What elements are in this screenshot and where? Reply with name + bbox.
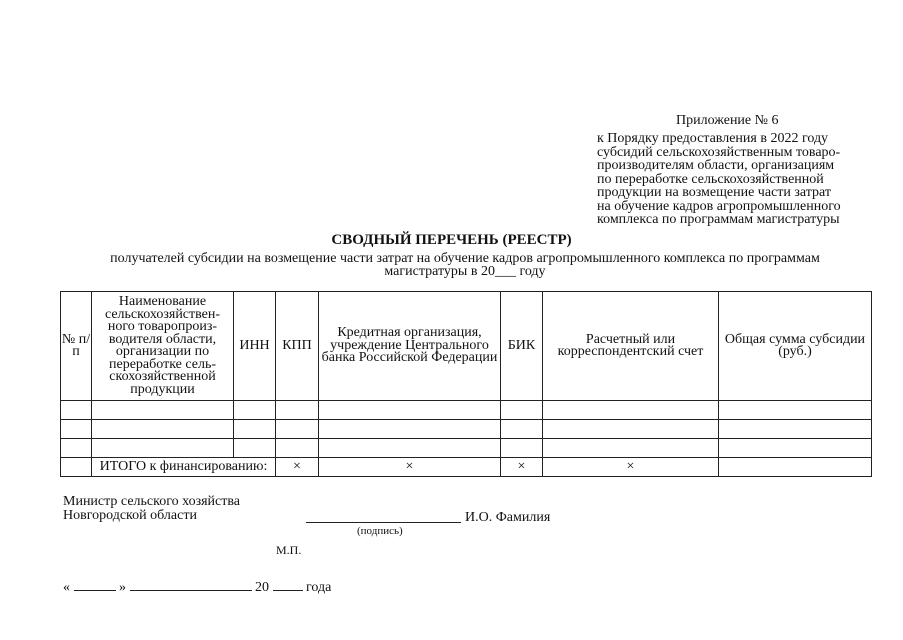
signatory-name: И.О. Фамилия <box>465 510 551 525</box>
total-value <box>719 458 872 477</box>
cross-mark: × <box>543 458 719 477</box>
registry-table <box>60 291 872 477</box>
total-row <box>61 458 872 477</box>
appendix-line: производителям области, организациям <box>597 158 835 173</box>
position-line: Министр сельского хозяйства <box>63 494 240 509</box>
stamp-label: М.П. <box>276 543 302 557</box>
header-kpp: КПП <box>276 292 319 401</box>
header-bik: БИК <box>501 292 543 401</box>
year-suffix: года <box>306 580 332 595</box>
header-inn: ИНН <box>234 292 276 401</box>
table-row <box>61 401 872 420</box>
date-row <box>63 578 331 596</box>
appendix-line: субсидий сельскохозяйственным товаро- <box>597 144 841 160</box>
month-blank <box>130 578 252 591</box>
day-blank <box>74 578 116 591</box>
cross-mark: × <box>319 458 501 477</box>
table-row <box>61 420 872 439</box>
header-account: Расчетный или корреспондентский счет <box>543 292 719 401</box>
appendix-line: продукции на возмещение части затрат <box>597 185 832 200</box>
position-line: Новгородской области <box>63 508 197 523</box>
appendix-title: Приложение № 6 <box>676 113 779 128</box>
open-quote: « <box>63 580 70 595</box>
header-number: № п/п <box>61 292 92 401</box>
table-row <box>61 439 872 458</box>
total-label: ИТОГО к финансированию: <box>92 458 276 477</box>
appendix-text <box>597 132 887 227</box>
appendix-line: на обучение кадров агропромышленного <box>597 198 841 214</box>
year-blank <box>273 578 303 591</box>
header-producer-name: Наименование сельскохозяйствен-ного товаропроиз-водителя области, организации по переработке сель-скохозяйственной продукции <box>92 292 234 401</box>
year-prefix: 20 <box>255 580 269 595</box>
signature-line <box>306 522 461 523</box>
subtitle-line: получателей субсидии на возмещение части затрат на обучение кадров агропромышленного комплекса по программам <box>110 251 820 266</box>
close-quote: » <box>119 580 126 595</box>
subtitle-line: магистратуры в 20___ году <box>384 264 546 279</box>
cross-mark: × <box>276 458 319 477</box>
signatory-position <box>63 495 240 523</box>
appendix-line: по переработке сельскохозяйственной <box>597 171 824 187</box>
signature-caption: (подпись) <box>357 525 403 537</box>
header-subsidy-total: Общая сумма субсидии (руб.) <box>719 292 872 401</box>
table-header-row <box>61 292 872 401</box>
document-subtitle <box>60 252 870 278</box>
appendix-line: к Порядку предоставления в 2022 году <box>597 131 829 146</box>
cross-mark: × <box>501 458 543 477</box>
appendix-line: комплекса по программам магистратуры <box>597 212 840 227</box>
document-title: СВОДНЫЙ ПЕРЕЧЕНЬ (РЕЕСТР) <box>331 232 572 248</box>
header-bank: Кредитная организация, учреждение Центрального банка Российской Федерации <box>319 292 501 401</box>
